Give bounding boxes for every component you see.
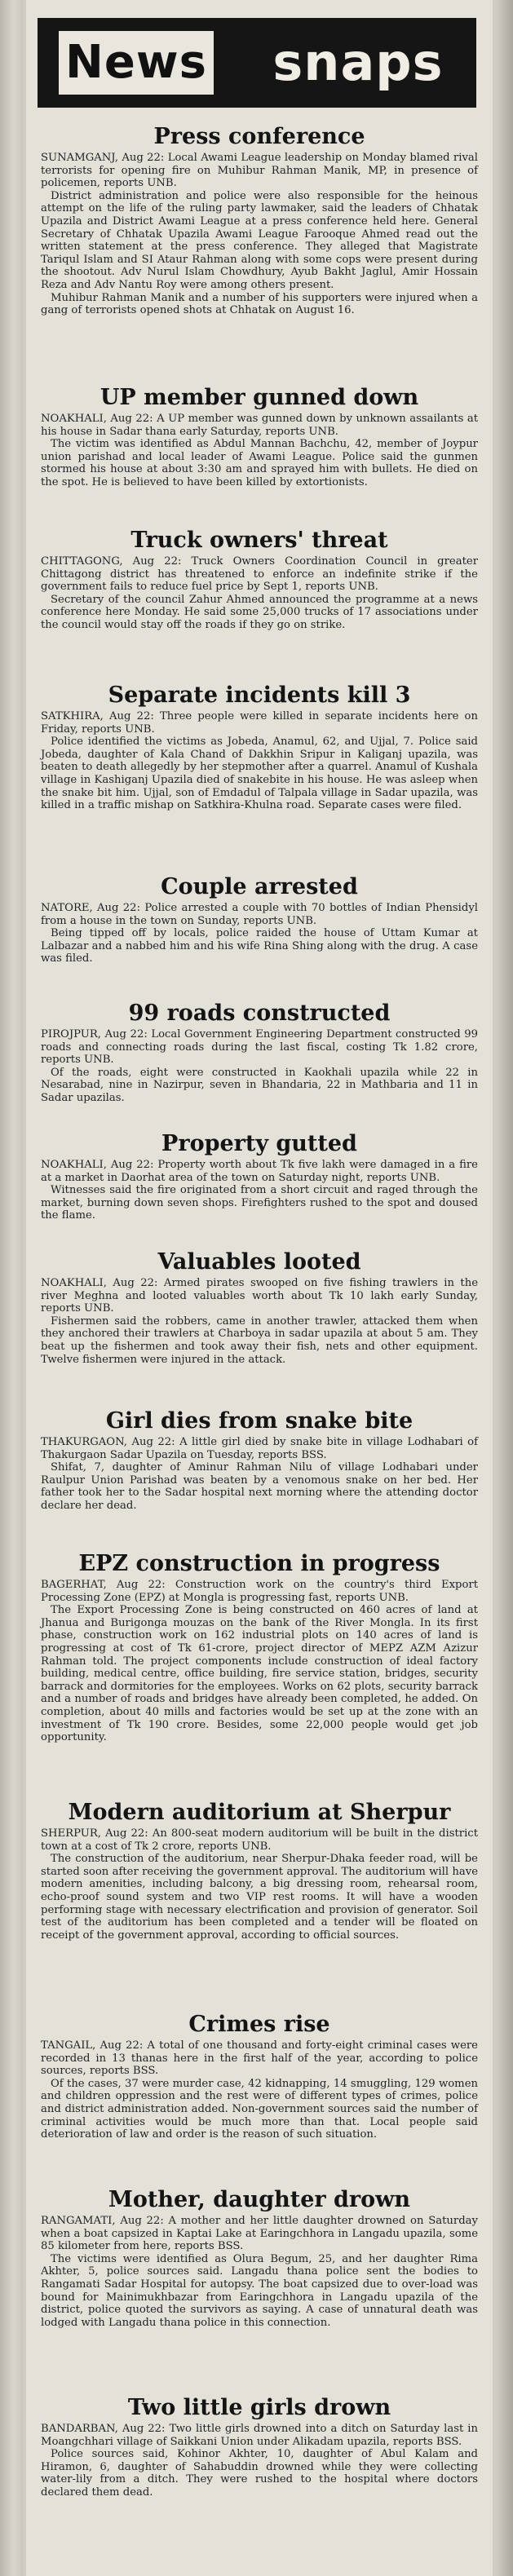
- story-paragraph: Police sources said, Kohinor Akhter, 10, daughter of Abul Kalam and Hiramon, 6, daughter of Sahabuddin drowned while they were collecting water-lily from a ditch. They were rushed to the hospital where doctors declared them dead.: [41, 2448, 478, 2499]
- story-headline: Mother, daughter drown: [108, 2187, 410, 2212]
- story-epz-construction: [41, 1549, 478, 1744]
- masthead-word-snaps: snaps: [272, 33, 444, 92]
- story-paragraph: The construction of the auditorium, near Sherpur-Dhaka feeder road, will be started soon after receiving the government approval. The auditorium will have modern amenities, including balcony, a big dressing room, rehearsal room, echo-proof sound system and two VIP rest rooms. It will have a wooden performing stage with necessary electrification and provision of generator. Soil test of the auditorium has been completed and a tender will be floated on receipt of the government approval, according to official sources.: [41, 1853, 478, 1942]
- story-paragraph: Of the cases, 37 were murder case, 42 kidnapping, 14 smuggling, 129 women and children oppression and the rest were of different types of crimes, police and district administration added. Non-government sources said the number of criminal activities would be much more than that. Local people said deterioration of law and order is the reason of such situation.: [41, 2077, 478, 2141]
- story-mother-daughter-drown: [41, 2185, 478, 2329]
- story-paragraph: Of the roads, eight were constructed in Kaokhali upazila while 22 in Nesarabad, nine in Nazirpur, seven in Bhandaria, 22 in Mathbaria and 11 in Sadar upazilas.: [41, 1066, 478, 1104]
- story-girl-dies-snake-bite: [41, 1407, 478, 1513]
- story-truck-owners-threat: [41, 526, 478, 632]
- story-headline: EPZ construction in progress: [78, 1551, 440, 1576]
- story-separate-incidents: [41, 681, 478, 812]
- story-headline: Separate incidents kill 3: [108, 683, 411, 708]
- story-paragraph: RANGAMATI, Aug 22: A mother and her little daughter drowned on Saturday when a boat capsized in Kaptai Lake at Earingchhora in Langadu upazila, some 85 kilometer from here, reports BSS.: [41, 2215, 478, 2253]
- story-paragraph: NOAKHALI, Aug 22: A UP member was gunned down by unknown assailants at his house in Sadar thana early Saturday, reports UNB.: [41, 413, 478, 438]
- story-headline: Couple arrested: [161, 874, 358, 899]
- story-paragraph: SHERPUR, Aug 22: An 800-seat modern auditorium will be built in the district town at a cost of Tk 2 crore, reports UNB.: [41, 1827, 478, 1853]
- story-headline: UP member gunned down: [100, 385, 419, 410]
- story-paragraph: Police identified the victims as Jobeda, Anamul, 62, and Ujjal, 7. Police said Jobeda, daughter of Kala Chand of Dakkhin Sripur in Kaliganj upazila, was beaten to death allegedly by her stepmother after a quarrel. Anamul of Kushala village in Kashiganj Upazila died of snakebite in his house. He was asleep when the snake bit him. Ujjal, son of Emdadul of Talpala village in Sadar upazila, was killed in a traffic mishap on Satkhira-Khulna road. Separate cases were filed.: [41, 736, 478, 812]
- story-paragraph: NATORE, Aug 22: Police arrested a couple with 70 bottles of Indian Phensidyl from a house in the town on Sunday, reports UNB.: [41, 902, 478, 927]
- story-paragraph: Muhibur Rahman Manik and a number of his supporters were injured when a gang of terrorists opened shots at Chhatak on August 16.: [41, 291, 478, 317]
- story-99-roads-constructed: [41, 999, 478, 1105]
- news-snaps-column: [26, 0, 493, 2576]
- story-headline: Property gutted: [161, 1131, 357, 1156]
- story-valuables-looted: [41, 1248, 478, 1366]
- story-headline: 99 roads constructed: [128, 1001, 391, 1026]
- masthead: [38, 18, 476, 108]
- story-headline: Girl dies from snake bite: [105, 1408, 413, 1434]
- story-paragraph: Fishermen said the robbers, came in another trawler, attacked them when they anchored their trawlers at Charboya in sadar upazila at about 5 am. They beat up the fishermen and took away their fish, nets and other equipment. Twelve fishermen were injured in the attack.: [41, 1315, 478, 1366]
- story-headline: Crimes rise: [188, 2012, 330, 2037]
- story-paragraph: BAGERHAT, Aug 22: Construction work on the country's third Export Processing Zone (EPZ) at Mongla is progressing fast, reports UNB.: [41, 1579, 478, 1604]
- story-paragraph: The Export Processing Zone is being constructed on 460 acres of land at Jhanua and Burigonga mouzas on the bank of the River Mongla. In its first phase, construction work on 162 industrial plots on 140 acres of land is progressing at cost of Tk 61-crore, project director of MEPZ AZM Azizur Rahman told. The project components include construction of ideal factory building, medical centre, office building, fire service station, bridges, security barrack and dormitories for the employees. Works on 62 plots, security barrack and a number of roads and bridges have already been completed, he added. On completion, about 40 mills and factories would be set up at the zone with an investment of Tk 190 crore. Besides, some 22,000 people would get job opportunity.: [41, 1604, 478, 1744]
- story-headline: Two little girls drown: [127, 2395, 391, 2420]
- story-paragraph: NOAKHALI, Aug 22: Armed pirates swooped on five fishing trawlers in the river Meghna and looted valuables worth about Tk 10 lakh early Sunday, reports UNB.: [41, 1277, 478, 1315]
- story-paragraph: The victims were identified as Olura Begum, 25, and her daughter Rima Akhter, 5, police sources said. Langadu thana police sent the bodies to Rangamati Sadar Hospital for autopsy. The boat capsized due to over-load was bound for Mainimukhbazar from Earingchhora in Langadu upazila of the district, police quoted the survivors as saying. A case of unnatural death was lodged with Langadu thana police in this connection.: [41, 2252, 478, 2329]
- story-property-gutted: [41, 1129, 478, 1222]
- adjacent-column-edge: [0, 0, 23, 2576]
- story-paragraph: Secretary of the council Zahur Ahmed announced the programme at a news conference here Monday. He said some 25,000 trucks of 17 associations under the council would stay off the roads if they go on strike.: [41, 593, 478, 631]
- story-headline: Press conference: [153, 124, 365, 149]
- story-headline: Valuables looted: [157, 1249, 361, 1275]
- story-headline: Truck owners' threat: [130, 528, 388, 553]
- story-paragraph: SUNAMGANJ, Aug 22: Local Awami League leadership on Monday blamed rival terrorists for opening fire on Muhibur Rahman Manik, MP, in presence of policemen, reports UNB.: [41, 152, 478, 190]
- story-paragraph: BANDARBAN, Aug 22: Two little girls drowned into a ditch on Saturday last in Moangchhari village of Saikkani Union under Alikadam upazila, reports BSS.: [41, 2423, 478, 2448]
- story-paragraph: Shifat, 7, daughter of Aminur Rahman Nilu of village Lodhabari under Raulpur Union Parishad was beaten by a venomous snake on her bed. Her father took her to the Sadar hospital next morning where the attending doctor declare her dead.: [41, 1461, 478, 1512]
- story-paragraph: SATKHIRA, Aug 22: Three people were killed in separate incidents here on Friday, reports UNB.: [41, 710, 478, 736]
- story-paragraph: PIROJPUR, Aug 22: Local Government Engineering Department constructed 99 roads and connecting roads during the last fiscal, costing Tk 1.82 crore, reports UNB.: [41, 1028, 478, 1067]
- story-two-little-girls-drown: [41, 2393, 478, 2499]
- story-modern-auditorium: [41, 1798, 478, 1942]
- page-gutter-shadow: [495, 0, 513, 2576]
- story-up-member-gunned-down: [41, 383, 478, 489]
- story-paragraph: Witnesses said the fire originated from a short circuit and raged through the market, burning down seven shops. Firefighters rushed to the spot and doused the flame.: [41, 1184, 478, 1222]
- masthead-word-news: News: [59, 31, 214, 95]
- story-paragraph: THAKURGAON, Aug 22: A little girl died by snake bite in village Lodhabari of Thakurgaon Sadar Upazila on Tuesday, reports BSS.: [41, 1436, 478, 1461]
- story-paragraph: NOAKHALI, Aug 22: Property worth about Tk five lakh were damaged in a fire at a market in Daorhat area of the town on Saturday night, reports UNB.: [41, 1159, 478, 1184]
- story-paragraph: District administration and police were also responsible for the heinous attempt on the life of the ruling party lawmaker, said the leaders of Chhatak Upazila and District Awami League at a press conference held here. General Secretary of Chhatak Upazila Awami League Farooque Ahmed read out the written statement at the press conference. They alleged that Magistrate Tariqul Islam and SI Ataur Rahman along with some cops were present during the shootout. Adv Nurul Islam Chowdhury, Ayub Bakht Jaglul, Amir Hossain Reza and Adv Nantu Roy were among others present.: [41, 189, 478, 291]
- story-couple-arrested: [41, 873, 478, 965]
- story-headline: Modern auditorium at Sherpur: [68, 1800, 451, 1825]
- story-crimes-rise: [41, 2010, 478, 2141]
- story-press-conference: [41, 122, 478, 317]
- story-paragraph: TANGAIL, Aug 22: A total of one thousand and forty-eight criminal cases were recorded in 13 thanas here in the first half of the year, according to police sources, reports BSS.: [41, 2039, 478, 2078]
- story-paragraph: Being tipped off by locals, police raided the house of Uttam Kumar at Lalbazar and a nabbed him and his wife Rina Shing along with the drug. A case was filed.: [41, 927, 478, 965]
- story-paragraph: The victim was identified as Abdul Mannan Bachchu, 42, member of Joypur union parishad and local leader of Awami League. Police said the gunmen stormed his house at about 3:30 am and sprayed him with bullets. He died on the spot. He is believed to have been killed by extortionists.: [41, 438, 478, 488]
- story-paragraph: CHITTAGONG, Aug 22: Truck Owners Coordination Council in greater Chittagong district has threatened to enforce an indefinite strike if the government fails to reduce fuel price by Sept 1, reports UNB.: [41, 555, 478, 594]
